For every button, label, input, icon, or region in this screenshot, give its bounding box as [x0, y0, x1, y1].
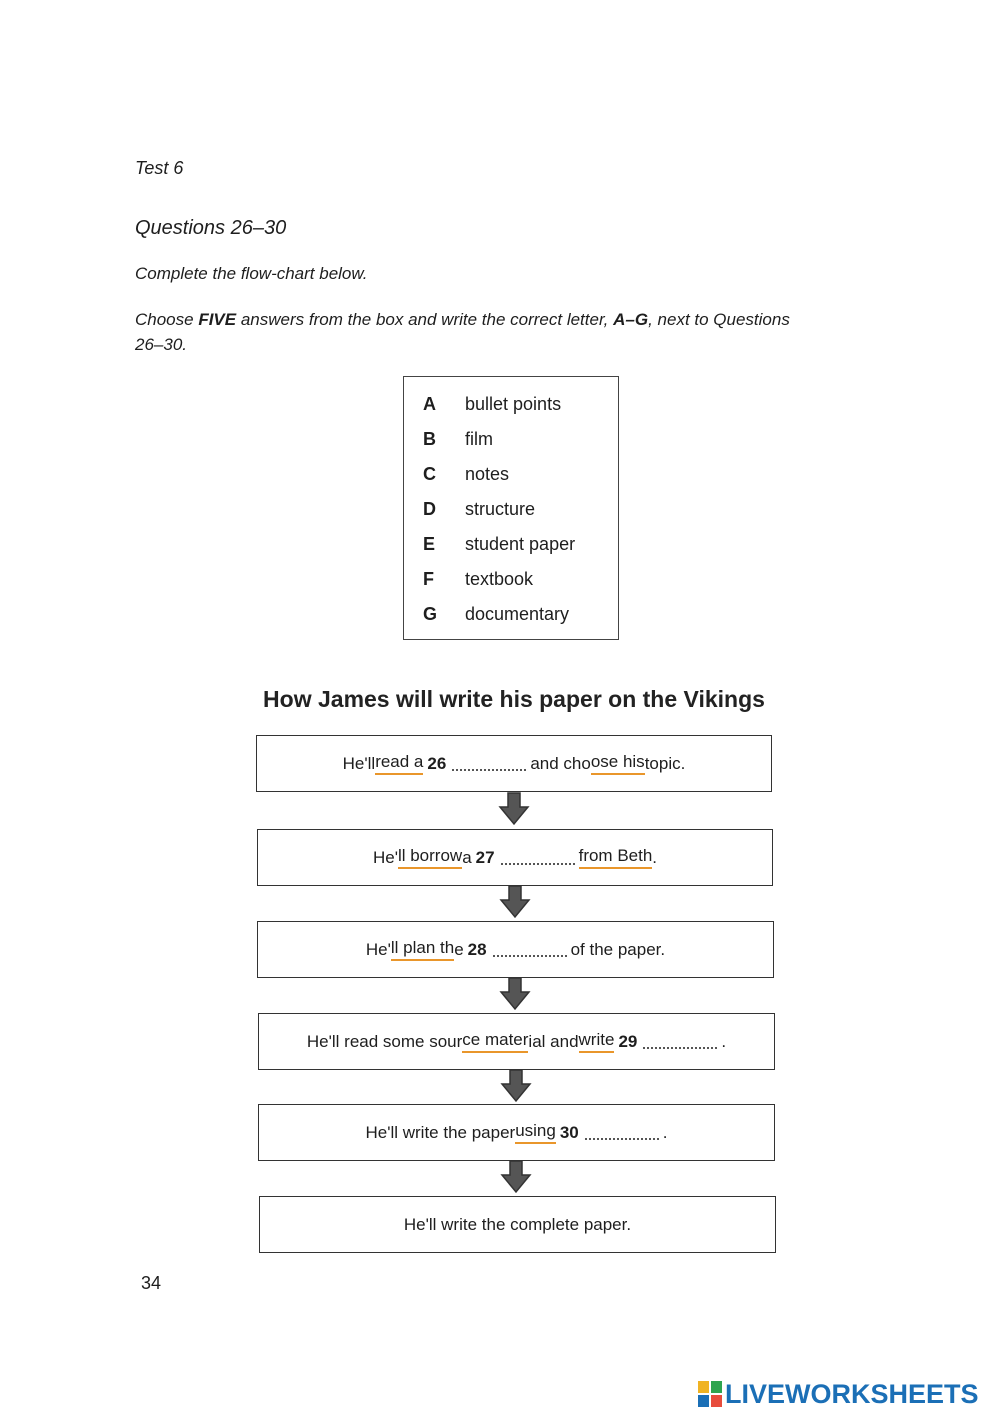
down-arrow-icon — [499, 1069, 533, 1103]
down-arrow-icon — [497, 792, 531, 826]
step-highlight: using — [515, 1121, 556, 1144]
step-text: . — [721, 1031, 727, 1051]
step-text: . — [652, 847, 658, 867]
step-highlight: write — [579, 1030, 615, 1053]
flow-step-29 — [258, 1013, 775, 1070]
option-text: bullet points — [465, 394, 562, 414]
step-highlight: ll plan th — [391, 938, 454, 961]
step-text: He'll write the complete paper. — [403, 1214, 632, 1234]
step-text: . — [662, 1122, 668, 1142]
flow-step-28 — [257, 921, 774, 978]
instruction-text: Choose — [135, 310, 199, 329]
instruction-complete: Complete the flow-chart below. — [135, 264, 368, 283]
flow-step-30 — [258, 1104, 775, 1161]
question-number-28: 28 — [467, 939, 487, 959]
test-label: Test 6 — [135, 158, 184, 178]
option-letter: D — [423, 499, 436, 519]
step-highlight: from Beth — [579, 846, 653, 869]
option-text: film — [465, 429, 493, 449]
step-highlight: ose his — [591, 752, 645, 775]
option-text: notes — [465, 464, 510, 484]
brand-name: LIVEWORKSHEETS — [725, 1378, 979, 1409]
step-text: ial and — [528, 1031, 579, 1051]
instruction-choose — [135, 307, 815, 357]
question-number-27: 27 — [475, 847, 495, 867]
step-text: e — [454, 939, 464, 959]
instruction-emphasis-five: FIVE — [198, 310, 237, 329]
step-text: a — [462, 847, 472, 867]
page-number: 34 — [141, 1273, 162, 1293]
option-text: structure — [465, 499, 536, 519]
flow-step-final — [259, 1196, 776, 1253]
answer-blank-29[interactable] — [643, 1035, 717, 1049]
flow-step-27 — [257, 829, 773, 886]
step-highlight: ce mater — [462, 1030, 528, 1053]
step-text: He'll — [342, 753, 376, 773]
answer-blank-30[interactable] — [585, 1126, 659, 1140]
question-number-29: 29 — [618, 1031, 638, 1051]
down-arrow-icon — [498, 885, 532, 919]
answer-blank-27[interactable] — [501, 851, 575, 865]
liveworksheets-logo[interactable] — [698, 1379, 979, 1409]
question-number-26: 26 — [427, 753, 447, 773]
step-text: of the paper. — [570, 939, 666, 959]
option-letter: E — [423, 534, 436, 554]
step-text: and cho — [530, 753, 591, 773]
option-letter: A — [423, 394, 436, 414]
flowchart-title: How James will write his paper on the Vikings — [263, 686, 765, 712]
option-letter: B — [423, 429, 436, 449]
answer-blank-26[interactable] — [452, 757, 526, 771]
option-letter: F — [423, 569, 434, 589]
down-arrow-icon — [499, 1160, 533, 1194]
down-arrow-icon — [498, 977, 532, 1011]
option-text: textbook — [465, 569, 534, 589]
question-number-30: 30 — [559, 1122, 579, 1142]
step-text: He' — [365, 939, 391, 959]
option-text: student paper — [465, 534, 576, 554]
step-text: He' — [372, 847, 398, 867]
step-text: He'll write the paper — [365, 1122, 516, 1142]
flow-step-26 — [256, 735, 772, 792]
option-letter: C — [423, 464, 436, 484]
questions-heading: Questions 26–30 — [135, 217, 287, 239]
instruction-text: answers from the box and write the correct letter, — [236, 310, 614, 329]
liveworksheets-badge-icon — [698, 1381, 722, 1407]
step-highlight: read a — [375, 752, 423, 775]
step-text: He'll read some sour — [306, 1031, 463, 1051]
step-highlight: ll borrow — [398, 846, 462, 869]
option-letter: G — [423, 604, 438, 624]
answer-blank-28[interactable] — [493, 943, 567, 957]
instruction-emphasis-range: A–G — [613, 310, 649, 329]
answer-options-box — [403, 376, 619, 640]
option-text: documentary — [465, 604, 570, 624]
step-text: topic. — [644, 753, 686, 773]
instruction-text: , next to Questions 26–30. — [135, 310, 790, 354]
